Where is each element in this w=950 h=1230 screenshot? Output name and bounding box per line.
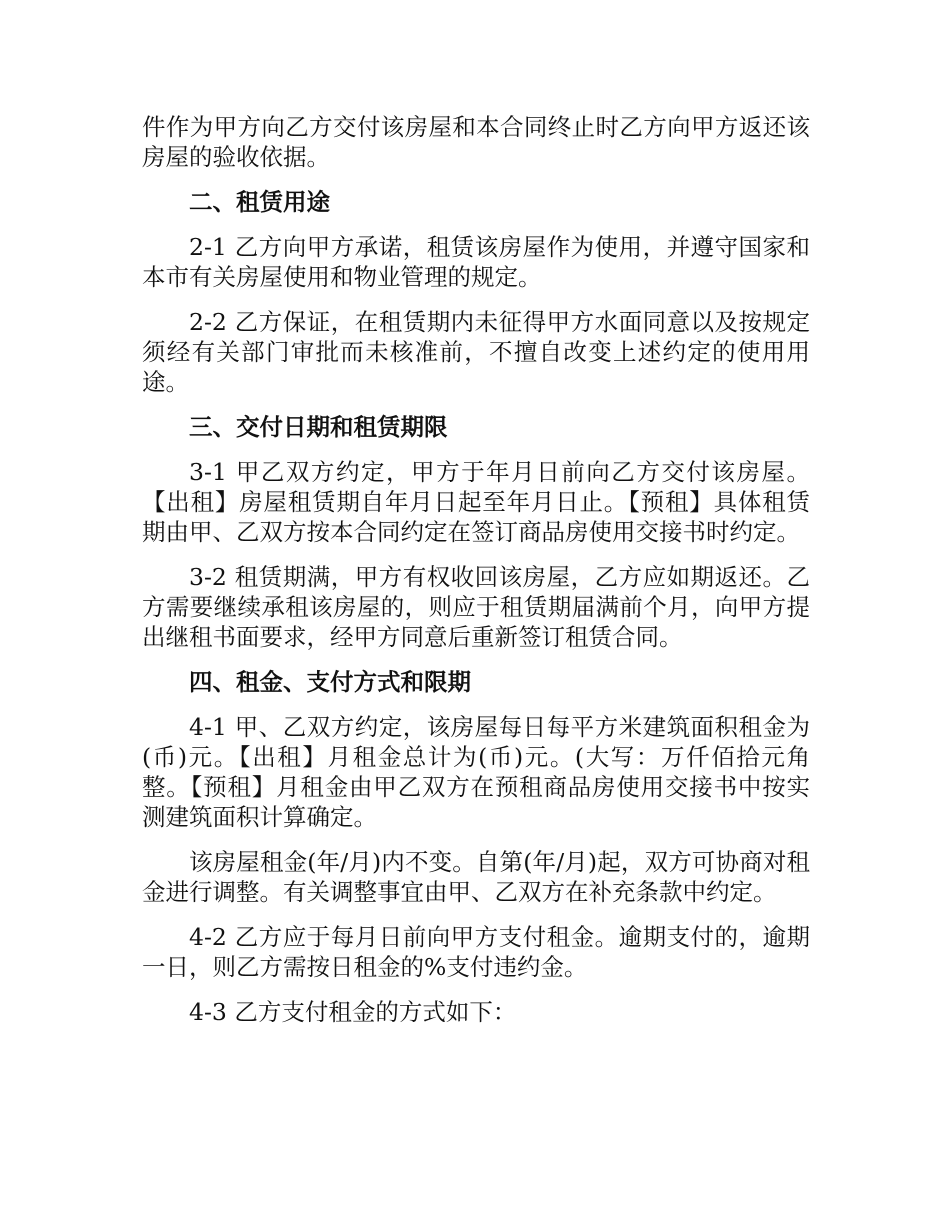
paragraph-continuation: 件作为甲方向乙方交付该房屋和本合同终止时乙方向甲方返还该房屋的验收依据。: [142, 113, 810, 171]
paragraph-clause-2-1: 2-1 乙方向甲方承诺，租赁该房屋作为使用，并遵守国家和本市有关房屋使用和物业管理的规定。: [142, 233, 810, 291]
paragraph-rent-adjustment: 该房屋租金(年/月)内不变。自第(年/月)起，双方可协商对租金进行调整。有关调整事宜由甲、乙双方在补充条款中约定。: [142, 848, 810, 906]
paragraph-clause-4-2: 4-2 乙方应于每月日前向甲方支付租金。逾期支付的，逾期一日，则乙方需按日租金的%支付违约金。: [142, 923, 810, 981]
paragraph-clause-4-3: 4-3 乙方支付租金的方式如下：: [189, 998, 517, 1026]
paragraph-clause-3-2: 3-2 租赁期满，甲方有权收回该房屋，乙方应如期返还。乙方需要继续承租该房屋的，则应于租赁期届满前个月，向甲方提出继租书面要求，经甲方同意后重新签订租赁合同。: [142, 563, 810, 651]
section-heading-rental-use: 二、租赁用途: [189, 188, 330, 216]
document-body: [142, 112, 810, 1042]
section-heading-delivery-term: 三、交付日期和租赁期限: [189, 413, 448, 441]
section-heading-rent-payment: 四、租金、支付方式和限期: [189, 668, 471, 696]
paragraph-clause-4-1: 4-1 甲、乙双方约定，该房屋每日每平方米建筑面积租金为(币)元。【出租】月租金总计为(币)元。(大写：万仟佰拾元角整。【预租】月租金由甲乙双方在预租商品房使用交接书中按实测建筑面积计算确定。: [142, 713, 810, 831]
paragraph-clause-3-1: 3-1 甲乙双方约定，甲方于年月日前向乙方交付该房屋。【出租】房屋租赁期自年月日起至年月日止。【预租】具体租赁期由甲、乙双方按本合同约定在签订商品房使用交接书时约定。: [142, 458, 811, 546]
paragraph-clause-2-2: 2-2 乙方保证，在租赁期内未征得甲方水面同意以及按规定须经有关部门审批而未核准前，不擅自改变上述约定的使用用途。: [142, 308, 810, 396]
